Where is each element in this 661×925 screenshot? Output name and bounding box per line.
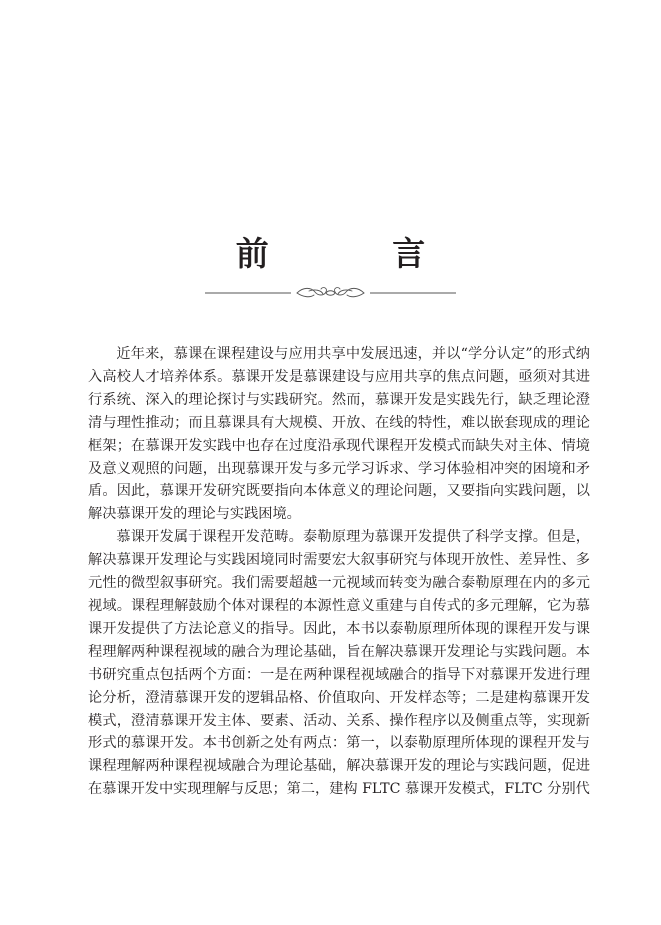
paragraph: 近年来，慕课在课程建设与应用共享中发展迅速，并以“学分认定”的形式纳入高校人才培养体系。慕课开发是慕课建设与应用共享的焦点问题，亟须对其进行系统、深入的理论探讨与实践研究。然而，慕课开发是实践先行，缺乏理论澄清与理性推动；而且慕课具有大规模、开放、在线的特性，难以嵌套现成的理论框架；在慕课开发实践中也存在过度沿承现代课程开发模式而缺失对主体、情境及意义观照的问题，出现慕课开发与多元学习诉求、学习体验相冲突的困境和矛盾。因此，慕课开发研究既要指向本体意义的理论问题，又要指向实践问题，以解决慕课开发的理论与实践困境。 [88,346,590,523]
preface-body [88,343,590,801]
page-title: 前 言 [235,234,482,274]
paragraph: 慕课开发属于课程开发范畴。泰勒原理为慕课开发提供了科学支撑。但是，解决慕课开发理论与实践困境同时需要宏大叙事研究与体现开放性、差异性、多元性的微型叙事研究。我们需要超越一元视域而转变为融合泰勒原理在内的多元视域。课程理解鼓励个体对课程的本源性意义重建与自传式的多元理解，它为慕课开发提供了方法论意义的指导。因此，本书以泰勒原理所体现的课程开发与课程理解两种课程视域的融合为理论基础，旨在解决慕课开发理论与实践问题。本书研究重点包括两个方面：一是在两种课程视域融合的指导下对慕课开发进行理论分析，澄清慕课开发的逻辑品格、价值取向、开发样态等；二是建构慕课开发模式，澄清慕课开发主体、要素、活动、关系、操作程序以及侧重点等，实现新形式的慕课开发。本书创新之处有两点：第一，以泰勒原理所体现的课程开发与课程理解两种课程视域融合为理论基础，解决慕课开发的理论与实践问题，促进在慕课开发中实现理解与反思；第二，建构 FLTC 慕课开发模式，FLTC 分别代 [88,529,590,798]
decorative-scroll-divider-icon [205,283,456,303]
